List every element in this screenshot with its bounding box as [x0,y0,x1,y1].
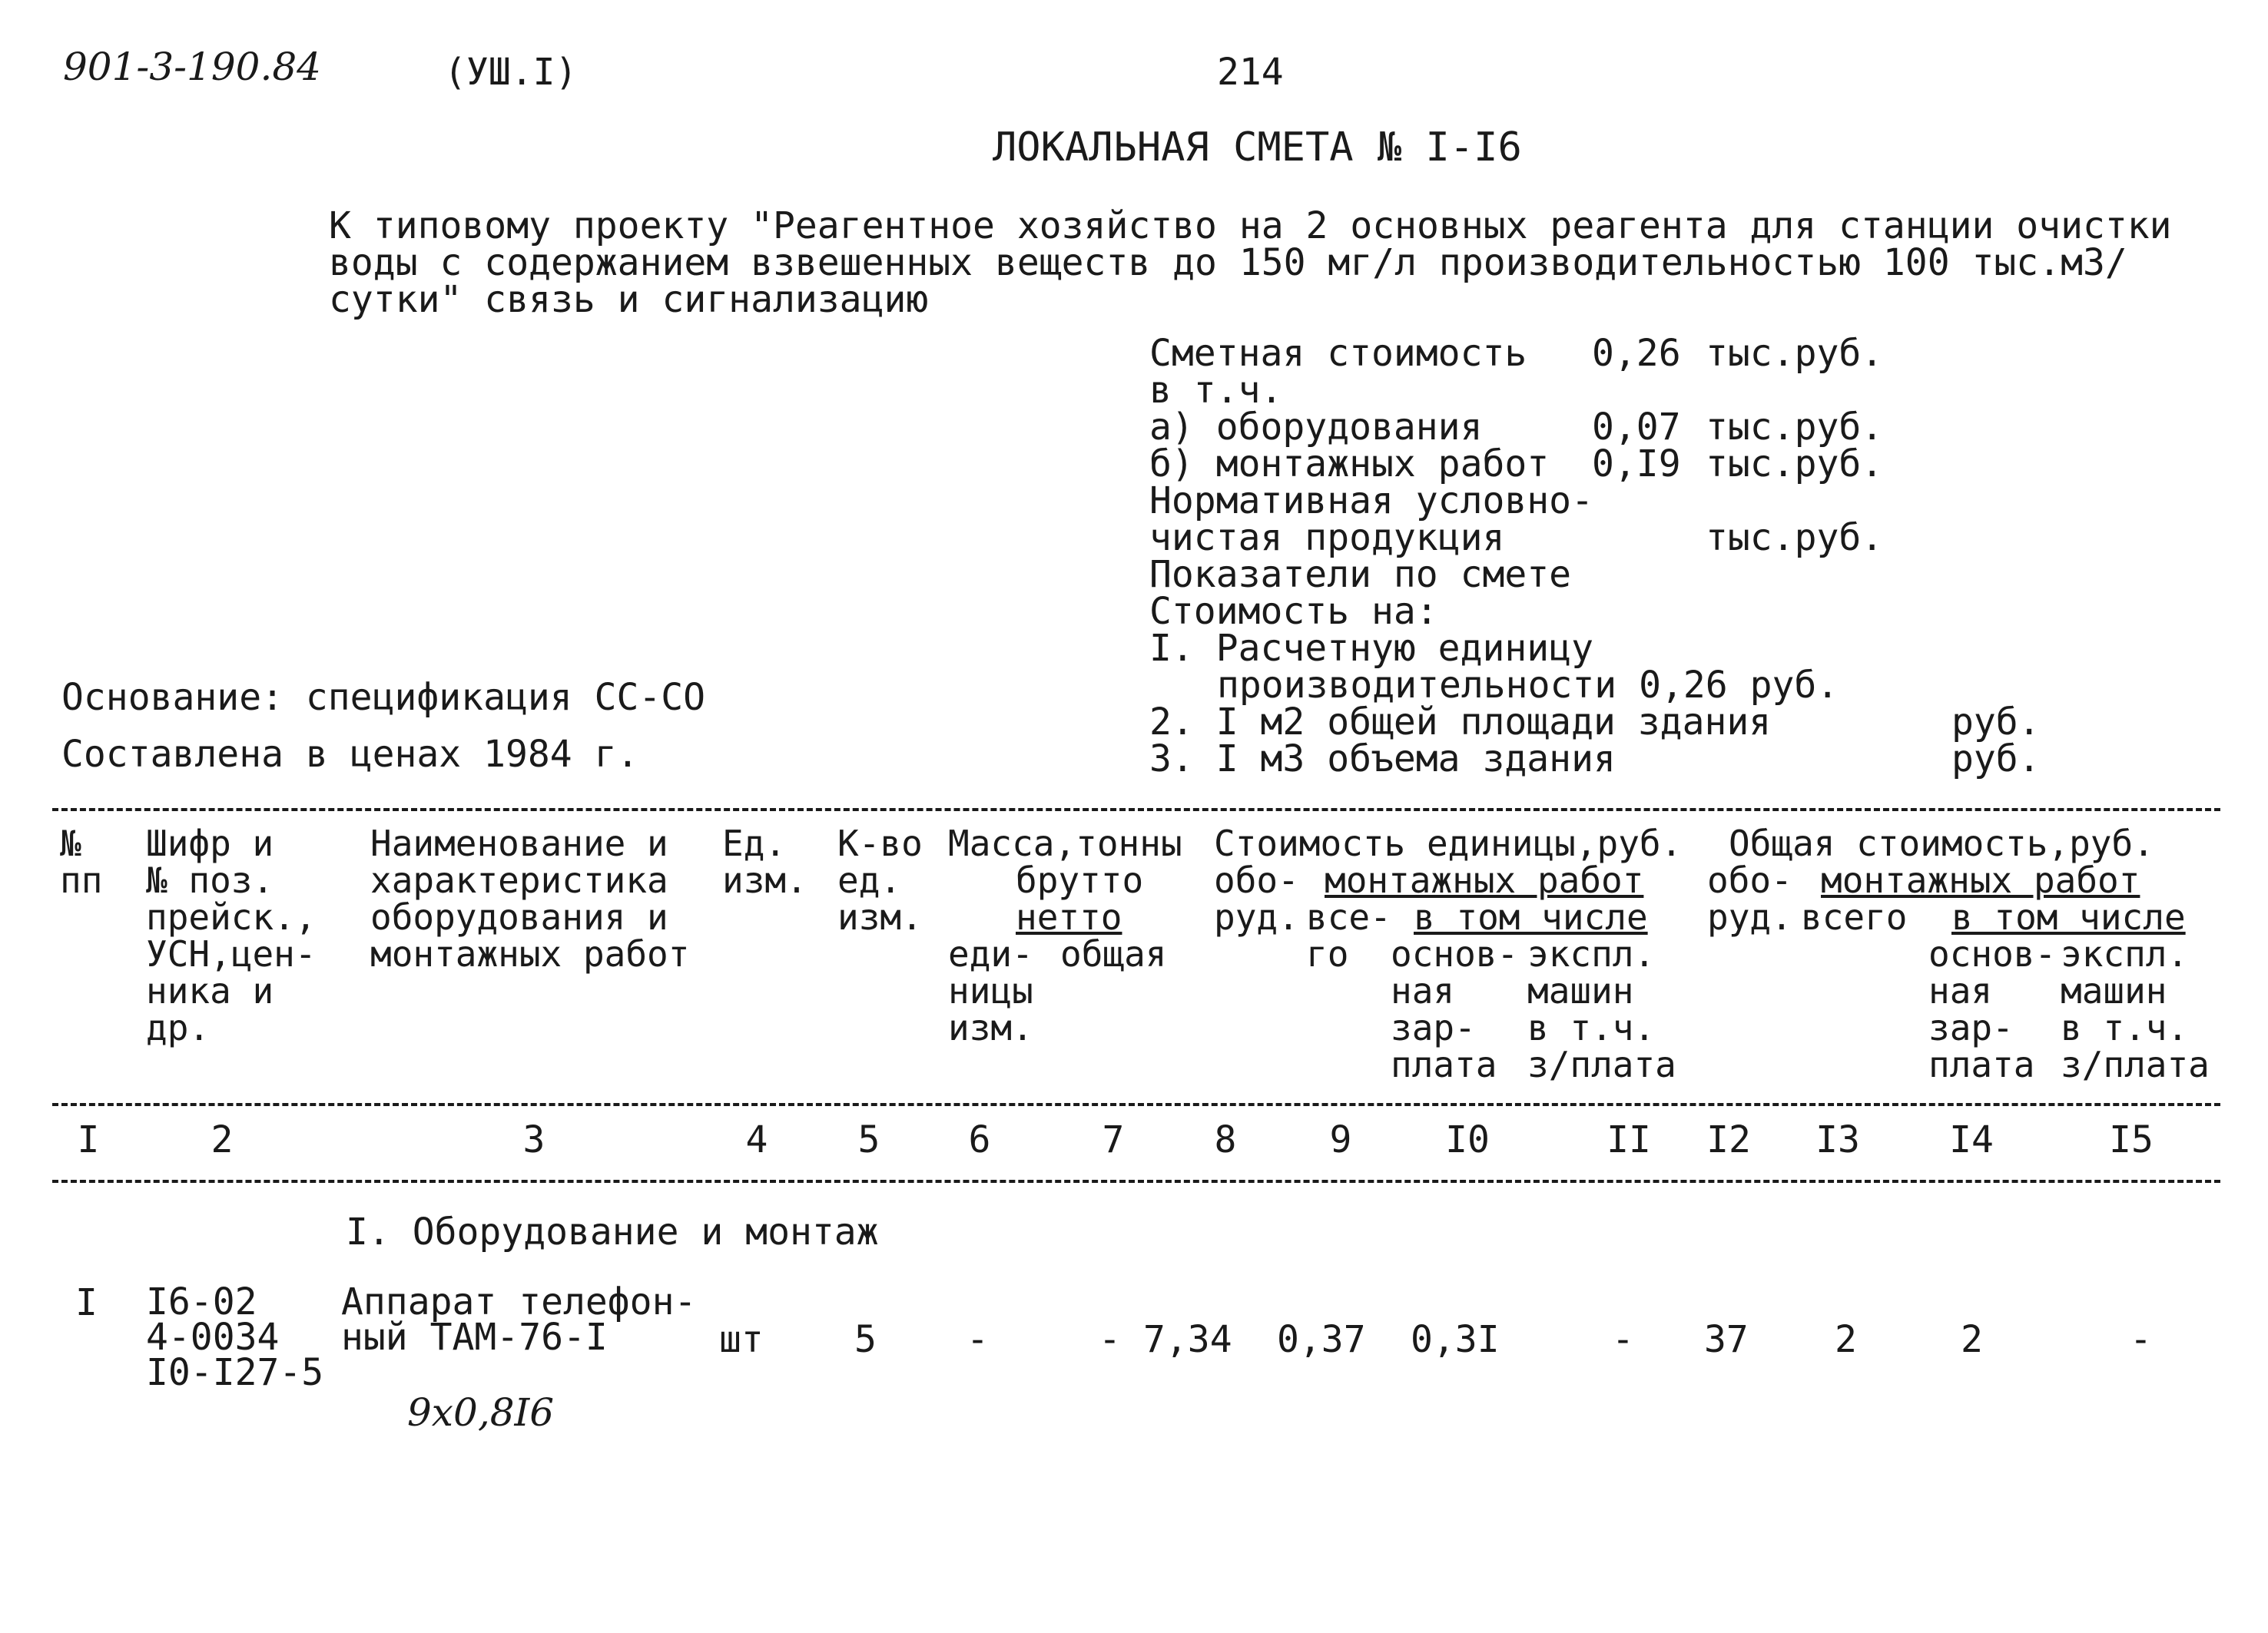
column-number: II [1606,1118,1651,1161]
header-unit-all: все- го [1306,896,1391,975]
column-number: 2 [211,1118,234,1161]
row-mass-unit: - [967,1318,989,1361]
install-label: б) монтажных работ [1149,442,1550,485]
row-wage: 0,3I [1411,1318,1500,1361]
cost-unit: тыс.руб. [1706,332,1884,375]
header-mass-netto: нетто [1016,896,1122,938]
header-total-all: всего [1801,896,1908,938]
item3-unit: руб. [1951,737,2041,780]
subtitle-line-1: К типовому проекту "Реагентное хозяйство на 2 основных реагента для станции очистки [329,204,2172,247]
row-total-wage: 2 [1961,1318,1983,1361]
row-unit: шт [719,1318,764,1361]
calc-note: 9x0,8I6 [407,1390,555,1435]
item2: 2. I м2 общей площади здания [1149,701,1772,744]
column-number: 3 [522,1118,545,1161]
column-number: I [77,1118,100,1161]
basis-line: Основание: спецификация СС-СО [61,676,706,719]
install-value: 0,I9 [1592,442,1681,485]
column-number: 5 [857,1118,880,1161]
header-total-machines: экспл. машин в т.ч. з/плата [2061,933,2210,1085]
header-code: Шифр и № поз. прейск., УСН,цен- ника и др. [146,823,317,1048]
header-mass-brutto: брутто [1016,860,1144,901]
document-code: 901-3-190.84 [63,45,321,89]
header-unit: Ед. изм. [722,823,807,901]
table-top-rule [52,808,2220,811]
item1-line2: производительности 0,26 руб. [1217,664,1839,707]
norm-unit: тыс.руб. [1706,516,1884,559]
header-unit-install: монтажных работ [1325,860,1644,901]
header-unit-equip: обо- руд. [1214,860,1299,938]
header-total-incl: в том числе [1951,896,2186,938]
header-bottom-rule [52,1103,2220,1106]
norm-label-1: Нормативная условно- [1149,479,1593,522]
norm-label-2: чистая продукция [1149,516,1505,559]
subtitle-line-3: сутки" связь и сигнализацию [329,278,929,321]
column-number: 9 [1329,1118,1352,1161]
column-numbers-bottom-rule [52,1180,2220,1183]
cost-label: Сметная стоимость [1149,332,1527,375]
header-mass-unit: еди- ницы изм. [948,933,1033,1048]
row-total-equip: 37 [1704,1318,1749,1361]
column-number: 8 [1214,1118,1237,1161]
row-install-all: 0,37 [1277,1318,1366,1361]
column-number: I5 [2109,1118,2154,1161]
item2-unit: руб. [1951,701,2041,744]
column-number: 6 [968,1118,991,1161]
item1-line1: I. Расчетную единицу [1149,627,1593,670]
header-total-wage: основ- ная зар- плата [1928,933,2057,1085]
equip-unit: тыс.руб. [1706,406,1884,449]
column-number: I0 [1445,1118,1490,1161]
header-row-number: № пп [60,823,103,901]
indicators-label: Показатели по смете [1149,553,1572,596]
row-machines: - [1612,1318,1634,1361]
column-number: 7 [1102,1118,1125,1161]
header-unit-incl: в том числе [1414,896,1648,938]
header-unit-machines: экспл. машин в т.ч. з/плата [1527,933,1676,1085]
row-code: I6-02 4-0034 I0-I27-5 [146,1280,324,1394]
column-number: I2 [1706,1118,1751,1161]
prices-line: Составлена в ценах 1984 г. [61,733,639,776]
equip-value: 0,07 [1592,406,1681,449]
equip-label: а) оборудования [1149,406,1483,449]
item3: 3. I м3 объема здания [1149,737,1616,780]
row-name: Аппарат телефон- ный ТАМ-76-I [341,1280,697,1359]
column-number: I4 [1949,1118,1994,1161]
header-name: Наименование и характеристика оборудования и монтажных работ [370,823,690,975]
cost-value: 0,26 [1592,332,1681,375]
volume-label: (УШ.I) [444,51,578,94]
subtitle-line-2: воды с содержанием взвешенных веществ до 150 мг/л производительностью 100 тыс.м3/ [329,241,2127,284]
column-number: 4 [745,1118,768,1161]
document-title: ЛОКАЛЬНАЯ СМЕТА № I-I6 [993,124,1522,171]
row-total-all: 2 [1835,1318,1857,1361]
install-unit: тыс.руб. [1706,442,1884,485]
row-mass-total: - [1099,1318,1121,1361]
incl-label: в т.ч. [1149,369,1283,412]
header-unit-wage: основ- ная зар- плата [1391,933,1519,1085]
header-unit-cost: Стоимость единицы,руб. [1214,823,1683,864]
row-total-machines: - [2130,1318,2152,1361]
header-total-cost: Общая стоимость,руб. [1729,823,2154,864]
header-total-install: монтажных работ [1821,860,2140,901]
row-equip-cost: 7,34 [1143,1318,1232,1361]
header-total-equip: обо- руд. [1707,860,1792,938]
cost-on-label: Стоимость на: [1149,590,1438,633]
row-quantity: 5 [854,1318,877,1361]
column-number: I3 [1815,1118,1860,1161]
header-mass: Масса,тонны [948,823,1182,864]
header-mass-total: общая [1060,933,1167,975]
page-number: 214 [1217,51,1284,94]
header-quantity: К-во ед. изм. [837,823,923,938]
section-title: I. Оборудование и монтаж [346,1211,879,1254]
row-number: I [75,1281,98,1324]
